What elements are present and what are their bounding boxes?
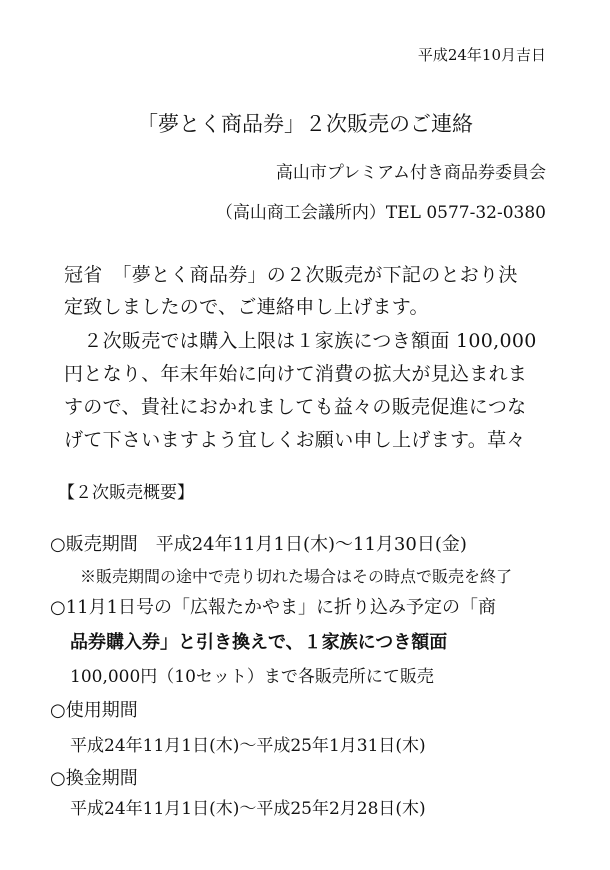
- body-line: 定致しましたので、ご連絡申し上げます。: [64, 296, 429, 318]
- exchange-info-line: 100,000円（10セット）まで各販売所にて販売: [70, 667, 434, 687]
- cash-period-value: 平成24年11月1日(木)～平成25年2月28日(木): [70, 799, 426, 819]
- organization-name: 高山市プレミアム付き商品券委員会: [275, 163, 546, 183]
- cash-period-label: ○換金期間: [50, 768, 138, 789]
- usage-period-label: ○使用期間: [50, 700, 138, 721]
- organization-contact: （高山商工会議所内）TEL 0577-32-0380: [215, 203, 546, 223]
- body-line: げて下さいますよう宜しくお願い申し上げます。草々: [64, 429, 526, 451]
- body-line: ２次販売では購入上限は１家族につき額面 100,000: [64, 330, 537, 352]
- issue-date: 平成24年10月吉日: [417, 46, 546, 64]
- usage-period-value: 平成24年11月1日(木)～平成25年1月31日(木): [70, 736, 426, 756]
- sales-period-note: ※販売期間の途中で売り切れた場合はその時点で販売を終了: [80, 567, 513, 586]
- outline-heading: 【２次販売概要】: [58, 483, 194, 503]
- document-title: 「夢とく商品券」２次販売のご連絡: [137, 112, 473, 136]
- body-line: 円となり、年末年始に向けて消費の拡大が見込まれま: [64, 363, 528, 385]
- sales-period: ○販売期間 平成24年11月1日(木)～11月30日(金): [50, 534, 467, 555]
- body-line: 冠省 「夢とく商品券」の２次販売が下記のとおり決: [64, 264, 518, 286]
- body-line: すので、貴社におかれましても益々の販売促進につな: [64, 396, 527, 418]
- exchange-info-line: 品券購入券」と引き換えで、１家族につき額面: [70, 632, 448, 653]
- exchange-info-line: ○11月1日号の「広報たかやま」に折り込み予定の「商: [50, 597, 497, 618]
